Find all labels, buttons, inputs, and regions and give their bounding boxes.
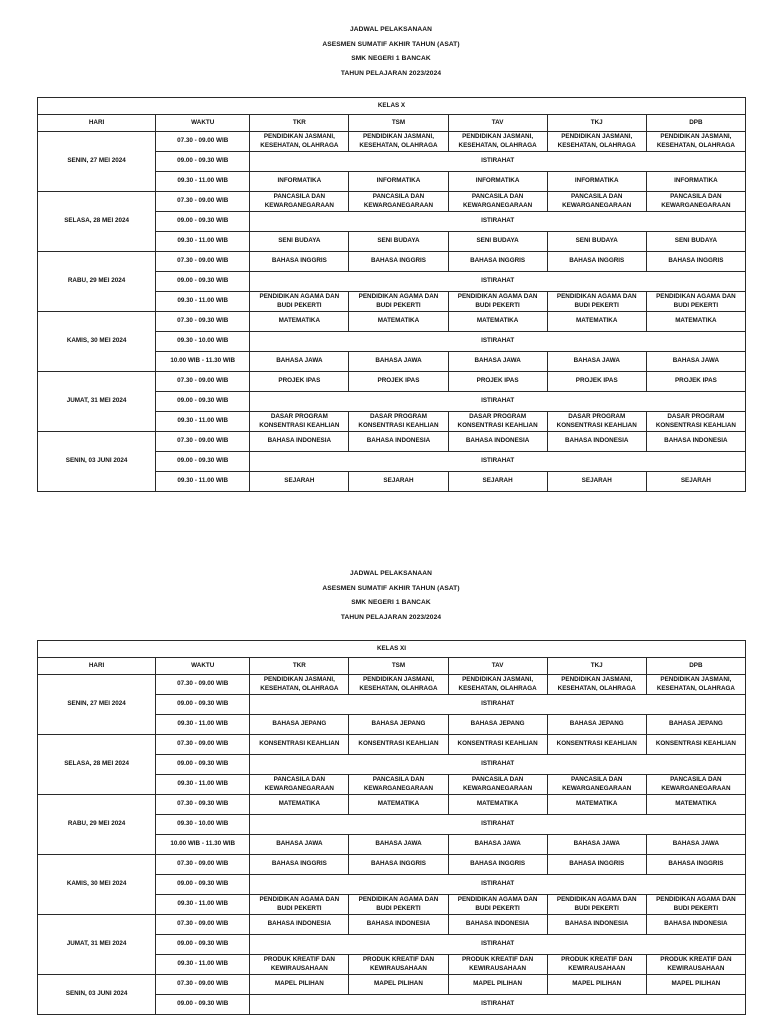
subject-cell-tkj: BAHASA JEPANG (547, 715, 646, 735)
subject-cell-tsm: BAHASA JAWA (349, 835, 448, 855)
time-cell: 07.30 - 09.00 WIB (156, 855, 250, 875)
break-cell: ISTIRAHAT (250, 272, 746, 292)
break-cell: ISTIRAHAT (250, 815, 746, 835)
time-cell: 09.00 - 09.30 WIB (156, 875, 250, 895)
column-header-hari: HARI (38, 658, 156, 675)
subject-cell-tav: PENDIDIKAN AGAMA DAN BUDI PEKERTI (448, 292, 547, 312)
subject-cell-tkr: MATEMATIKA (250, 312, 349, 332)
table-row (38, 675, 746, 695)
subject-cell-tsm: BAHASA INDONESIA (349, 432, 448, 452)
subject-cell-tsm: BAHASA JAWA (349, 352, 448, 372)
time-cell: 07.30 - 09.00 WIB (156, 132, 250, 152)
column-header-waktu: WAKTU (156, 115, 250, 132)
subject-cell-tsm: PENDIDIKAN JASMANI, KESEHATAN, OLAHRAGA (349, 132, 448, 152)
break-cell: ISTIRAHAT (250, 152, 746, 172)
heading-line-1: JADWAL PELAKSANAAN (350, 26, 432, 33)
column-header-dpb: DPB (646, 658, 745, 675)
subject-cell-tsm: BAHASA INGGRIS (349, 855, 448, 875)
day-cell: RABU, 29 MEI 2024 (38, 252, 156, 312)
subject-cell-tav: PANCASILA DAN KEWARGANEGARAAN (448, 775, 547, 795)
subject-cell-tkj: MAPEL PILIHAN (547, 975, 646, 995)
subject-cell-tsm: PENDIDIKAN AGAMA DAN BUDI PEKERTI (349, 292, 448, 312)
day-cell: SENIN, 03 JUNI 2024 (38, 975, 156, 1015)
table-row (38, 132, 746, 152)
break-cell: ISTIRAHAT (250, 875, 746, 895)
time-cell: 09.30 - 11.00 WIB (156, 955, 250, 975)
subject-cell-tkr: PENDIDIKAN JASMANI, KESEHATAN, OLAHRAGA (250, 675, 349, 695)
subject-cell-tsm: DASAR PROGRAM KONSENTRASI KEAHLIAN (349, 412, 448, 432)
day-cell: SELASA, 28 MEI 2024 (38, 192, 156, 252)
subject-cell-tsm: BAHASA INGGRIS (349, 252, 448, 272)
subject-cell-tsm: MATEMATIKA (349, 312, 448, 332)
day-cell: KAMIS, 30 MEI 2024 (38, 312, 156, 372)
day-cell: SENIN, 03 JUNI 2024 (38, 432, 156, 492)
subject-cell-tkj: MATEMATIKA (547, 795, 646, 815)
subject-cell-tav: BAHASA INGGRIS (448, 855, 547, 875)
subject-cell-dpb: KONSENTRASI KEAHLIAN (646, 735, 745, 755)
time-cell: 09.30 - 11.00 WIB (156, 232, 250, 252)
subject-cell-tkr: BAHASA JAWA (250, 835, 349, 855)
column-header-tsm: TSM (349, 658, 448, 675)
break-cell: ISTIRAHAT (250, 392, 746, 412)
subject-cell-tkr: PENDIDIKAN JASMANI, KESEHATAN, OLAHRAGA (250, 132, 349, 152)
subject-cell-tkr: BAHASA JAWA (250, 352, 349, 372)
kelas-label: KELAS X (38, 98, 746, 115)
table-row (38, 252, 746, 272)
break-cell: ISTIRAHAT (250, 695, 746, 715)
subject-cell-tkj: BAHASA JAWA (547, 352, 646, 372)
subject-cell-dpb: SEJARAH (646, 472, 745, 492)
day-cell: JUMAT, 31 MEI 2024 (38, 915, 156, 975)
subject-cell-tkr: MATEMATIKA (250, 795, 349, 815)
subject-cell-tkj: BAHASA INGGRIS (547, 252, 646, 272)
subject-cell-tkj: PENDIDIKAN AGAMA DAN BUDI PEKERTI (547, 895, 646, 915)
subject-cell-tav: SEJARAH (448, 472, 547, 492)
column-header-row (38, 115, 746, 132)
subject-cell-tkr: BAHASA INDONESIA (250, 432, 349, 452)
subject-cell-dpb: BAHASA INDONESIA (646, 432, 745, 452)
subject-cell-dpb: PANCASILA DAN KEWARGANEGARAAN (646, 775, 745, 795)
time-cell: 07.30 - 09.00 WIB (156, 252, 250, 272)
subject-cell-tsm: MAPEL PILIHAN (349, 975, 448, 995)
subject-cell-tkj: SEJARAH (547, 472, 646, 492)
table-row (38, 975, 746, 995)
subject-cell-tkj: SENI BUDAYA (547, 232, 646, 252)
subject-cell-tsm: MATEMATIKA (349, 795, 448, 815)
subject-cell-tkr: INFORMATIKA (250, 172, 349, 192)
subject-cell-tkr: MAPEL PILIHAN (250, 975, 349, 995)
subject-cell-tav: MATEMATIKA (448, 312, 547, 332)
subject-cell-dpb: BAHASA INGGRIS (646, 252, 745, 272)
day-cell: SELASA, 28 MEI 2024 (38, 735, 156, 795)
subject-cell-tsm: INFORMATIKA (349, 172, 448, 192)
time-cell: 07.30 - 09.30 WIB (156, 795, 250, 815)
column-header-hari: HARI (38, 115, 156, 132)
subject-cell-dpb: BAHASA INGGRIS (646, 855, 745, 875)
time-cell: 07.30 - 09.00 WIB (156, 915, 250, 935)
subject-cell-tav: PENDIDIKAN AGAMA DAN BUDI PEKERTI (448, 895, 547, 915)
table-row (38, 855, 746, 875)
subject-cell-tkr: PROJEK IPAS (250, 372, 349, 392)
subject-cell-tkj: BAHASA INDONESIA (547, 915, 646, 935)
subject-cell-dpb: PENDIDIKAN AGAMA DAN BUDI PEKERTI (646, 292, 745, 312)
subject-cell-tav: PENDIDIKAN JASMANI, KESEHATAN, OLAHRAGA (448, 675, 547, 695)
column-header-waktu: WAKTU (156, 658, 250, 675)
time-cell: 09.00 - 09.30 WIB (156, 695, 250, 715)
break-cell: ISTIRAHAT (250, 212, 746, 232)
subject-cell-tkr: PENDIDIKAN AGAMA DAN BUDI PEKERTI (250, 895, 349, 915)
subject-cell-tkr: SENI BUDAYA (250, 232, 349, 252)
subject-cell-dpb: PRODUK KREATIF DAN KEWIRAUSAHAAN (646, 955, 745, 975)
subject-cell-tkj: PANCASILA DAN KEWARGANEGARAAN (547, 775, 646, 795)
subject-cell-tkj: BAHASA INGGRIS (547, 855, 646, 875)
subject-cell-tkj: PANCASILA DAN KEWARGANEGARAAN (547, 192, 646, 212)
subject-cell-tav: BAHASA INDONESIA (448, 432, 547, 452)
subject-cell-tkj: KONSENTRASI KEAHLIAN (547, 735, 646, 755)
subject-cell-tkr: PENDIDIKAN AGAMA DAN BUDI PEKERTI (250, 292, 349, 312)
time-cell: 07.30 - 09.00 WIB (156, 432, 250, 452)
subject-cell-tkr: BAHASA JEPANG (250, 715, 349, 735)
time-cell: 09.30 - 11.00 WIB (156, 472, 250, 492)
subject-cell-tav: BAHASA INGGRIS (448, 252, 547, 272)
subject-cell-dpb: PENDIDIKAN AGAMA DAN BUDI PEKERTI (646, 895, 745, 915)
table-row (38, 372, 746, 392)
heading-line-4: TAHUN PELAJARAN 2023/2024 (340, 614, 442, 622)
time-cell: 09.30 - 11.00 WIB (156, 775, 250, 795)
table-row (38, 735, 746, 755)
subject-cell-tkj: BAHASA JAWA (547, 835, 646, 855)
subject-cell-tkj: PROJEK IPAS (547, 372, 646, 392)
time-cell: 09.00 - 09.30 WIB (156, 152, 250, 172)
subject-cell-tkr: BAHASA INGGRIS (250, 855, 349, 875)
subject-cell-tsm: KONSENTRASI KEAHLIAN (349, 735, 448, 755)
subject-cell-tsm: PENDIDIKAN JASMANI, KESEHATAN, OLAHRAGA (349, 675, 448, 695)
subject-cell-tkj: PENDIDIKAN JASMANI, KESEHATAN, OLAHRAGA (547, 675, 646, 695)
table-row (38, 192, 746, 212)
column-header-tkj: TKJ (547, 115, 646, 132)
time-cell: 09.00 - 09.30 WIB (156, 995, 250, 1015)
time-cell: 09.00 - 09.30 WIB (156, 392, 250, 412)
subject-cell-tav: PROJEK IPAS (448, 372, 547, 392)
time-cell: 07.30 - 09.00 WIB (156, 975, 250, 995)
time-cell: 09.30 - 11.00 WIB (156, 412, 250, 432)
subject-cell-tsm: BAHASA JEPANG (349, 715, 448, 735)
subject-cell-dpb: MAPEL PILIHAN (646, 975, 745, 995)
time-cell: 09.00 - 09.30 WIB (156, 452, 250, 472)
time-cell: 07.30 - 09.00 WIB (156, 192, 250, 212)
subject-cell-tkr: SEJARAH (250, 472, 349, 492)
subject-cell-tkj: MATEMATIKA (547, 312, 646, 332)
subject-cell-tkr: PRODUK KREATIF DAN KEWIRAUSAHAAN (250, 955, 349, 975)
break-cell: ISTIRAHAT (250, 935, 746, 955)
time-cell: 09.30 - 10.00 WIB (156, 332, 250, 352)
subject-cell-tsm: BAHASA INDONESIA (349, 915, 448, 935)
subject-cell-tav: BAHASA JAWA (448, 352, 547, 372)
subject-cell-dpb: MATEMATIKA (646, 312, 745, 332)
subject-cell-dpb: BAHASA JAWA (646, 352, 745, 372)
column-header-tkj: TKJ (547, 658, 646, 675)
time-cell: 09.30 - 11.00 WIB (156, 895, 250, 915)
subject-cell-tav: MATEMATIKA (448, 795, 547, 815)
time-cell: 07.30 - 09.00 WIB (156, 372, 250, 392)
break-cell: ISTIRAHAT (250, 995, 746, 1015)
heading-line-2: ASESMEN SUMATIF AKHIR TAHUN (ASAT) (322, 40, 460, 48)
time-cell: 07.30 - 09.00 WIB (156, 675, 250, 695)
heading-line-2: ASESMEN SUMATIF AKHIR TAHUN (ASAT) (322, 584, 460, 592)
kelas-row (38, 98, 746, 115)
day-cell: KAMIS, 30 MEI 2024 (38, 855, 156, 915)
subject-cell-tkj: PRODUK KREATIF DAN KEWIRAUSAHAAN (547, 955, 646, 975)
schedule-table-kelas-xi (37, 640, 746, 1015)
subject-cell-tkr: BAHASA INDONESIA (250, 915, 349, 935)
subject-cell-dpb: PROJEK IPAS (646, 372, 745, 392)
column-header-dpb: DPB (646, 115, 745, 132)
subject-cell-tsm: PENDIDIKAN AGAMA DAN BUDI PEKERTI (349, 895, 448, 915)
time-cell: 07.30 - 09.30 WIB (156, 312, 250, 332)
subject-cell-dpb: SENI BUDAYA (646, 232, 745, 252)
subject-cell-tav: SENI BUDAYA (448, 232, 547, 252)
subject-cell-tav: KONSENTRASI KEAHLIAN (448, 735, 547, 755)
subject-cell-tkj: PENDIDIKAN JASMANI, KESEHATAN, OLAHRAGA (547, 132, 646, 152)
time-cell: 09.30 - 10.00 WIB (156, 815, 250, 835)
day-cell: SENIN, 27 MEI 2024 (38, 675, 156, 735)
subject-cell-tsm: PANCASILA DAN KEWARGANEGARAAN (349, 192, 448, 212)
day-cell: RABU, 29 MEI 2024 (38, 795, 156, 855)
table-row (38, 312, 746, 332)
subject-cell-tsm: PROJEK IPAS (349, 372, 448, 392)
subject-cell-tkj: BAHASA INDONESIA (547, 432, 646, 452)
table-row (38, 795, 746, 815)
subject-cell-tav: PRODUK KREATIF DAN KEWIRAUSAHAAN (448, 955, 547, 975)
subject-cell-dpb: BAHASA JEPANG (646, 715, 745, 735)
subject-cell-tav: BAHASA JEPANG (448, 715, 547, 735)
column-header-tav: TAV (448, 115, 547, 132)
time-cell: 09.00 - 09.30 WIB (156, 755, 250, 775)
subject-cell-tkr: PANCASILA DAN KEWARGANEGARAAN (250, 775, 349, 795)
day-cell: JUMAT, 31 MEI 2024 (38, 372, 156, 432)
column-header-tkr: TKR (250, 658, 349, 675)
subject-cell-tav: PENDIDIKAN JASMANI, KESEHATAN, OLAHRAGA (448, 132, 547, 152)
kelas-row (38, 641, 746, 658)
table-row (38, 915, 746, 935)
subject-cell-tkr: DASAR PROGRAM KONSENTRASI KEAHLIAN (250, 412, 349, 432)
time-cell: 09.30 - 11.00 WIB (156, 172, 250, 192)
subject-cell-dpb: DASAR PROGRAM KONSENTRASI KEAHLIAN (646, 412, 745, 432)
subject-cell-tav: MAPEL PILIHAN (448, 975, 547, 995)
subject-cell-dpb: BAHASA INDONESIA (646, 915, 745, 935)
subject-cell-dpb: MATEMATIKA (646, 795, 745, 815)
subject-cell-tkr: BAHASA INGGRIS (250, 252, 349, 272)
time-cell: 09.30 - 11.00 WIB (156, 715, 250, 735)
column-header-tkr: TKR (250, 115, 349, 132)
subject-cell-tkr: PANCASILA DAN KEWARGANEGARAAN (250, 192, 349, 212)
day-cell: SENIN, 27 MEI 2024 (38, 132, 156, 192)
subject-cell-tsm: SENI BUDAYA (349, 232, 448, 252)
subject-cell-tsm: PRODUK KREATIF DAN KEWIRAUSAHAAN (349, 955, 448, 975)
time-cell: 09.00 - 09.30 WIB (156, 212, 250, 232)
table-row (38, 432, 746, 452)
subject-cell-tkj: DASAR PROGRAM KONSENTRASI KEAHLIAN (547, 412, 646, 432)
break-cell: ISTIRAHAT (250, 332, 746, 352)
heading-line-3: SMK NEGERI 1 BANCAK (351, 55, 431, 63)
heading-line-4: TAHUN PELAJARAN 2023/2024 (340, 70, 442, 78)
column-header-tav: TAV (448, 658, 547, 675)
time-cell: 07.30 - 09.00 WIB (156, 735, 250, 755)
subject-cell-tsm: PANCASILA DAN KEWARGANEGARAAN (349, 775, 448, 795)
subject-cell-tsm: SEJARAH (349, 472, 448, 492)
break-cell: ISTIRAHAT (250, 755, 746, 775)
subject-cell-dpb: PANCASILA DAN KEWARGANEGARAAN (646, 192, 745, 212)
heading-line-3: SMK NEGERI 1 BANCAK (351, 599, 431, 607)
subject-cell-tav: BAHASA JAWA (448, 835, 547, 855)
heading-line-1: JADWAL PELAKSANAAN (350, 570, 432, 577)
schedule-heading (37, 567, 745, 626)
subject-cell-dpb: PENDIDIKAN JASMANI, KESEHATAN, OLAHRAGA (646, 675, 745, 695)
subject-cell-tav: PANCASILA DAN KEWARGANEGARAAN (448, 192, 547, 212)
time-cell: 09.30 - 11.00 WIB (156, 292, 250, 312)
subject-cell-dpb: INFORMATIKA (646, 172, 745, 192)
schedule-heading (37, 23, 745, 82)
time-cell: 10.00 WIB - 11.30 WIB (156, 352, 250, 372)
break-cell: ISTIRAHAT (250, 452, 746, 472)
time-cell: 09.00 - 09.30 WIB (156, 935, 250, 955)
column-header-tsm: TSM (349, 115, 448, 132)
schedule-table-kelas-x (37, 97, 746, 492)
column-header-row (38, 658, 746, 675)
time-cell: 09.00 - 09.30 WIB (156, 272, 250, 292)
subject-cell-tkr: KONSENTRASI KEAHLIAN (250, 735, 349, 755)
subject-cell-dpb: BAHASA JAWA (646, 835, 745, 855)
time-cell: 10.00 WIB - 11.30 WIB (156, 835, 250, 855)
subject-cell-tkj: PENDIDIKAN AGAMA DAN BUDI PEKERTI (547, 292, 646, 312)
subject-cell-tav: DASAR PROGRAM KONSENTRASI KEAHLIAN (448, 412, 547, 432)
kelas-label: KELAS XI (38, 641, 746, 658)
subject-cell-tav: BAHASA INDONESIA (448, 915, 547, 935)
subject-cell-tav: INFORMATIKA (448, 172, 547, 192)
subject-cell-tkj: INFORMATIKA (547, 172, 646, 192)
subject-cell-dpb: PENDIDIKAN JASMANI, KESEHATAN, OLAHRAGA (646, 132, 745, 152)
